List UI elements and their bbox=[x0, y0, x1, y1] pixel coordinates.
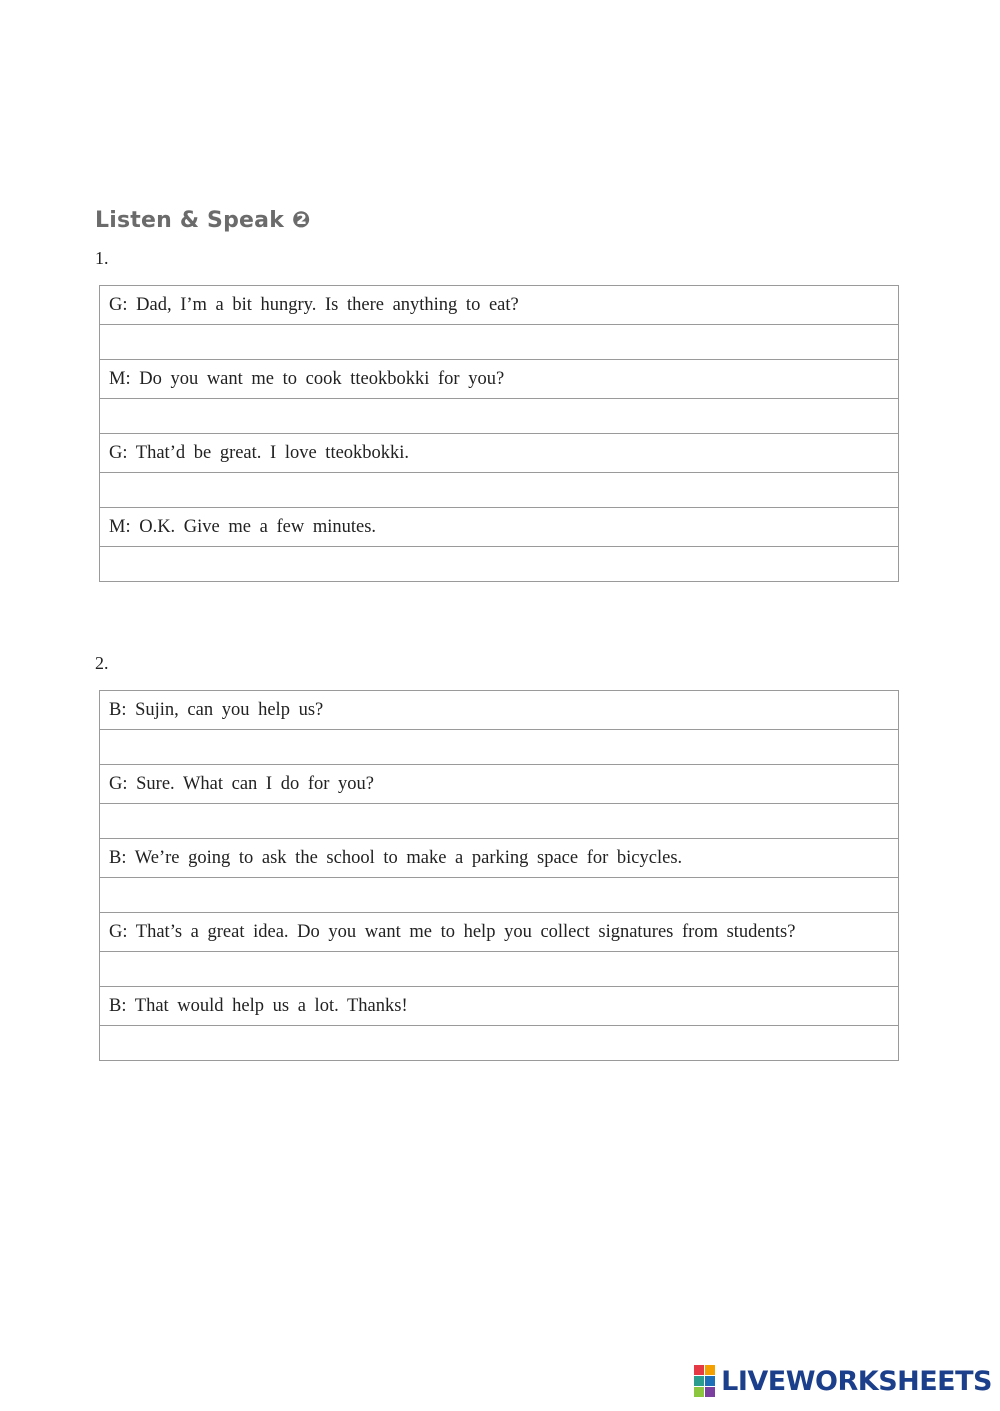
answer-input[interactable] bbox=[100, 952, 899, 987]
logo-block bbox=[694, 1387, 704, 1397]
logo-block bbox=[694, 1365, 704, 1375]
logo-block bbox=[705, 1376, 715, 1386]
answer-row bbox=[100, 325, 899, 360]
dialog-line: B: We’re going to ask the school to make a parking space for bicycles. bbox=[100, 839, 899, 878]
answer-row bbox=[100, 952, 899, 987]
logo-text: LIVEWORKSHEETS bbox=[721, 1365, 992, 1397]
answer-row bbox=[100, 473, 899, 508]
dialog-line-row bbox=[100, 913, 899, 952]
dialog-line: G: That’s a great idea. Do you want me to help you collect signatures from students? bbox=[100, 913, 899, 952]
dialog-line-row bbox=[100, 691, 899, 730]
dialog-line: G: Dad, I’m a bit hungry. Is there anything to eat? bbox=[100, 286, 899, 325]
answer-row bbox=[100, 1026, 899, 1061]
dialog-line: M: Do you want me to cook tteokbokki for you? bbox=[100, 360, 899, 399]
answer-input[interactable] bbox=[100, 730, 899, 765]
answer-row bbox=[100, 878, 899, 913]
answer-row bbox=[100, 399, 899, 434]
dialog-line-row bbox=[100, 508, 899, 547]
answer-input[interactable] bbox=[100, 473, 899, 508]
answer-input[interactable] bbox=[100, 878, 899, 913]
dialog-line-row bbox=[100, 434, 899, 473]
answer-row bbox=[100, 547, 899, 582]
answer-input[interactable] bbox=[100, 1026, 899, 1061]
answer-input[interactable] bbox=[100, 804, 899, 839]
question-number-2: 2. bbox=[95, 653, 109, 673]
dialog-table-1 bbox=[99, 285, 899, 582]
logo-block bbox=[694, 1376, 704, 1386]
answer-input[interactable] bbox=[100, 547, 899, 582]
section-title: Listen & Speak ❷ bbox=[95, 208, 311, 233]
dialog-line: B: That would help us a lot. Thanks! bbox=[100, 987, 899, 1026]
answer-input[interactable] bbox=[100, 399, 899, 434]
liveworksheets-logo bbox=[694, 1365, 992, 1397]
dialog-line: M: O.K. Give me a few minutes. bbox=[100, 508, 899, 547]
logo-block bbox=[705, 1365, 715, 1375]
answer-input[interactable] bbox=[100, 325, 899, 360]
dialog-line: G: Sure. What can I do for you? bbox=[100, 765, 899, 804]
dialog-line-row bbox=[100, 286, 899, 325]
logo-blocks-icon bbox=[694, 1365, 715, 1397]
answer-row bbox=[100, 804, 899, 839]
logo-block bbox=[705, 1387, 715, 1397]
dialog-line-row bbox=[100, 765, 899, 804]
dialog-line-row bbox=[100, 360, 899, 399]
dialog-line-row bbox=[100, 839, 899, 878]
dialog-line: G: That’d be great. I love tteokbokki. bbox=[100, 434, 899, 473]
dialog-table-2 bbox=[99, 690, 899, 1061]
answer-row bbox=[100, 730, 899, 765]
dialog-line-row bbox=[100, 987, 899, 1026]
question-number-1: 1. bbox=[95, 248, 109, 268]
dialog-line: B: Sujin, can you help us? bbox=[100, 691, 899, 730]
